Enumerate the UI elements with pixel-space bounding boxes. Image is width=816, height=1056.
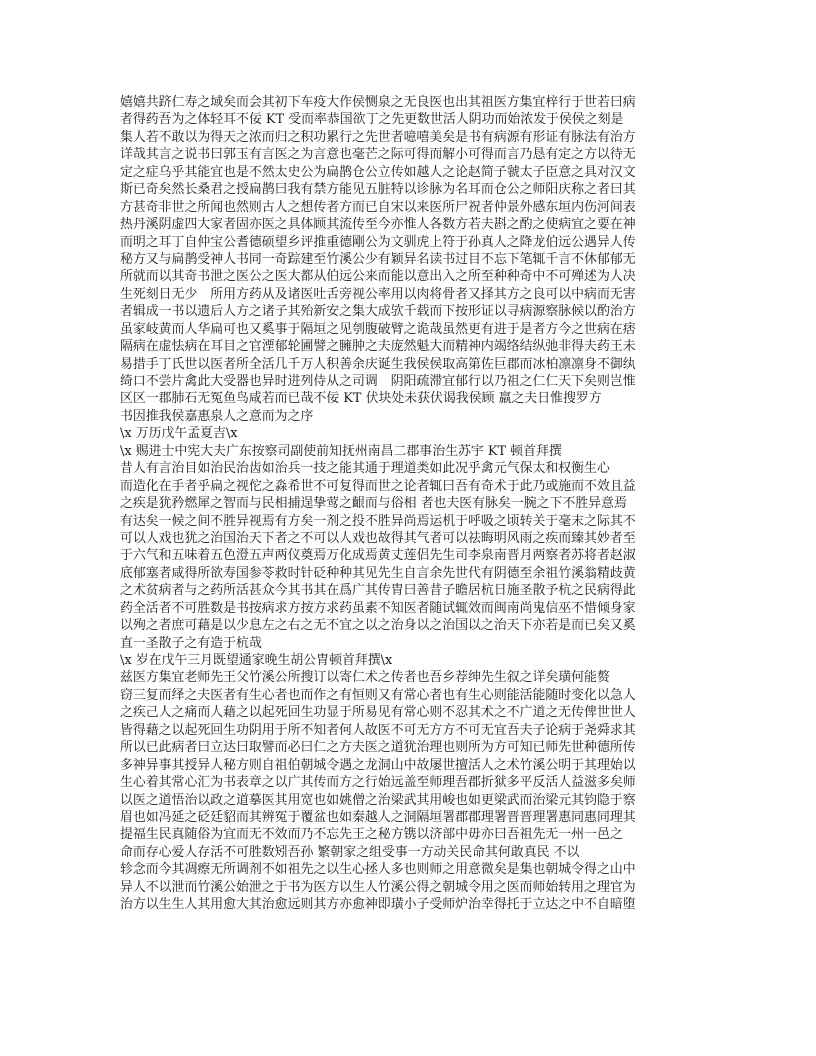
- text-line: 昔人有言治目如治民治齿如治兵一技之能其通于理道类如此况乎禽元气保太和权衡生心: [120, 461, 610, 477]
- text-line: 方甚奇非世之所闻也然则古人之想传者方而已自宋以来医所尸祝者仲景外感东垣内伤河间表: [120, 199, 636, 215]
- text-line: 生心着其常心汇为书表章之以广其传而方之行始远盖至师理吾郡折狱多平反活人益滋多矣师: [120, 775, 636, 791]
- text-line: 提福生民真随俗为宜而无不效而乃不忘先王之秘方镌以济部中毋亦曰吾祖先无一州一邑之: [120, 827, 623, 843]
- text-line: 绮口不尝片禽此大受器也异时进列侍从之司调 阴阳疏滞宜郁行以乃祖之仁仁天下矣则岂惟: [120, 374, 636, 389]
- text-line: 以医之道悟治以政之道摹医其用宽也如姚僧之治梁武其用峻也如更梁武而治梁元其钧隐于察: [120, 792, 636, 808]
- text-line: \x 赐进士中宪大夫广东按察司副使前知抚州南昌二郡事治生苏宇 KT 顿首拜撰: [120, 443, 562, 459]
- text-line: 可以人戏也犹之治国治天下者之不可以人戏也故得其气者可以祛晦明风雨之疾而臻其妙者至: [120, 530, 636, 546]
- text-line: 异人不以泄而竹溪公始泄之于书为医方以生人竹溪公得之朝城令用之医而师始转用之理官为: [120, 879, 636, 895]
- text-line: 区区一郡肺石无冤鱼鸟咸若而已哉不佞 KT 伏块处未获伏谒我侯顾 羸之夫日惟搜罗方: [120, 391, 602, 407]
- text-line: 详哉其言之说书曰郭玉有言医之为言意也毫芒之际可得而解小可得而言乃恳有定之方以待无: [120, 147, 636, 163]
- text-line: 有达矣一候之间不胜异视焉有方矣一剂之投不胜异尚焉运机于呼吸之顷转关于毫末之际其不: [120, 513, 636, 529]
- text-line: 于六气和五味着五色澄五声两仪奠焉万化成焉黄丈莲侣先生司李泉南晋月两察者苏将者赵淑: [120, 548, 636, 564]
- text-line: 而明之耳丁自仲宝公耆德硕望乡评推重德剛公为文驯虎上符于孙真人之降龙伯远公遇异人传: [120, 234, 636, 250]
- text-line: 之疾是犹矜燃犀之智而与民相捕逞挚莺之齦而与俗相 者也夫医有脉矣一腕之下不胜异意焉: [120, 496, 627, 512]
- text-line: 眉也如冯延之砭廷貂而其辨冤于覆盆也如秦越人之洞隔垣署郡郡理署晋晋理署惠同惠同理其: [120, 809, 636, 825]
- text-line: 药全活者不可胜数是书按病求方按方求药虽素不知医者随试辄效而闽南尚鬼信巫不惜倾身家: [120, 600, 636, 616]
- text-line: \x 万历戊午孟夏吉\x: [120, 426, 238, 442]
- text-line: 所以已此病者曰立达曰取譬而必曰仁之方夫医之道犹治理也则所为方可知已师先世种德所传: [120, 740, 636, 756]
- text-line: 者得药吾为之体轻耳不佞 KT 受而率恭国欲丁之先更数世活人阴功而始浓发于侯侯之刻是: [120, 112, 624, 128]
- text-line: 所就而以其奇书泄之医公之医大都从伯远公来而能以意出入之所至种种奇中不可殚述为人决: [120, 269, 636, 285]
- document-page: [120, 94, 686, 914]
- text-line: 多神异事其授异人秘方则自祖伯朝城令遇之龙洞山中故屡世擅活人之术竹溪公明于其理始以: [120, 757, 636, 773]
- text-line: 集人若不敢以为得天之浓而归之积功累行之先世者噫嘻美矣是书有病源有形证有脉法有治方: [120, 129, 636, 145]
- text-line: 书因推我侯嘉惠泉人之意而为之序: [120, 408, 314, 424]
- text-line: 定之症乌乎其能宜也是不然太史公为扁鹊仓公立传如越人之论赵简子虢太子臣意之具对汉文: [120, 164, 636, 180]
- text-line: 以殉之者庶可藉是以少息左之右之无不宜之以之治身以之治国以之治天下亦若是而已矣又奚: [120, 618, 636, 634]
- text-line: 兹医方集宜老师先王父竹溪公所搜订以寄仁术之传者也吾乡荐绅先生叙之详矣璜何能赘: [120, 670, 610, 686]
- text-line: 治方以生生人其用愈大其治愈远则其方亦愈神即璜小子受师炉治幸得托于立达之中不自暗堕: [120, 897, 636, 913]
- text-line: 而造化在手者乎扁之视佗之淼希世不可复得而世之论者辄曰吾有奇术于此乃或施而不效且益: [120, 478, 636, 494]
- text-line: 轸念而今其凋瘵无所调剂不如祖先之以生心拯人多也则师之用意微矣是集也朝城令得之山中: [120, 862, 636, 878]
- text-line: 隔病在虚怯病在耳目之官湮郁轮圃譬之臃肿之夫庞然魁大而精神内竭络结纵弛非得夫药王未: [120, 339, 636, 355]
- text-line: 之术贫病者与之药所活甚众今其书其在爲广其传胄曰善昔子瞻居杭日施圣散予杭之民病得此: [120, 583, 636, 599]
- text-line: 者辑成一书以遗后人方之诸子其殆新安之集大成欤千载而下按形证以寻病源察脉候以酌治方: [120, 304, 636, 320]
- text-line: 秘方又与扁鹊受神人书同一奇踪建至竹溪公少有颖异名读书过目不忘下笔辄千言不休郁郁无: [120, 251, 636, 267]
- text-line: 之疾己人之痛而人藉之以起死回生功显于所易见有常心则不忍其术之不广道之无传俾世世人: [120, 705, 636, 721]
- text-line: \x 岁在戊午三月既望通家晚生胡公胄顿首拜撰\x: [120, 653, 393, 668]
- text-line: 直一圣散子之有造于杭哉: [120, 635, 262, 651]
- text-line: 虽家岐黄而人华扁可也又奚事于隔垣之见刳腹破臂之诡哉虽然更有进于是者方今之世病在痞: [120, 321, 636, 337]
- text-line: 嬉嬉共跻仁寿之域矣而会其初下车疫大作侯恻泉之无良医也出其祖医方集宜梓行于世若曰病: [120, 95, 636, 110]
- text-line: 斯已奇矣然长桑君之授扁鹊曰我有禁方能见五脏特以诊脉为名耳而仓公之师阳庆称之者曰其: [120, 182, 636, 198]
- text-line: 生死刻日无少 所用方药从及诸医吐舌旁视公率用以肉将骨者又择其方之良可以中病而无害: [120, 286, 636, 302]
- text-line: 窃三复而绎之夫医者有生心者也而作之有恒则又有常心者也有生心则能活能随时变化以急人: [120, 687, 636, 703]
- text-line: 命而存心爱人存活不可胜数矧吾孙 繁朝家之组受事一方动关民命其何敢真民 不以: [120, 844, 580, 860]
- text-line: 易措手丁氏世以医者所全活几千万人积善余庆诞生我侯侯取高第佐巨郡而冰柏凛凛身不御纨: [120, 356, 636, 372]
- text-line: 热丹溪阴虚四大家者固亦医之具体顾其流传至今亦惟人各数方若夫斟之酌之使病宜之要在神: [120, 217, 636, 233]
- text-line: 底郁塞者咸得所欲寿国参苓救时针砭种种其见先生自言余先世代有阴德至余祖竹溪翁精歧黄: [120, 565, 636, 581]
- text-line: 皆得藉之以起死回生功阴用于所不知者何人故医不可无方方不可无宜吾夫子论病于尧舜求其: [120, 722, 636, 738]
